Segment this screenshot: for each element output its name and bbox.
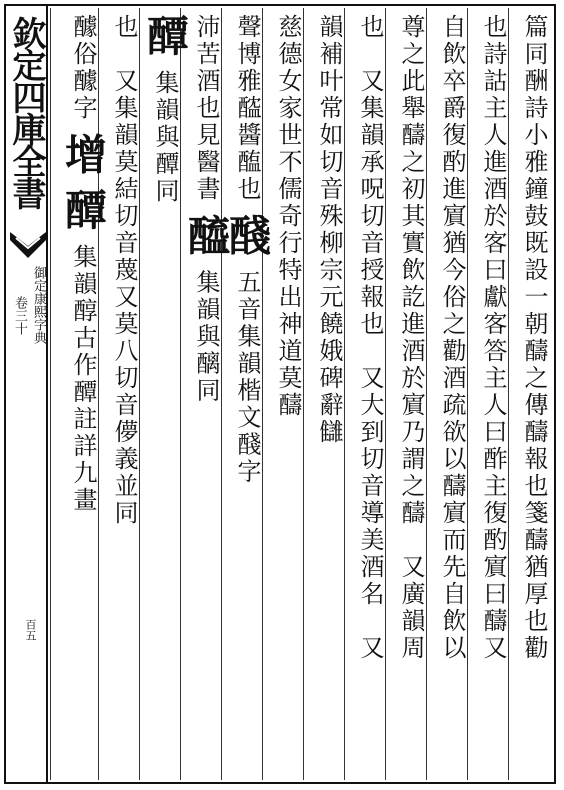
text-column-3: 自飲卒爵復酌進賔猶今俗之勸酒疏欲以醻賔而先自飲以 <box>426 8 467 780</box>
margin-strip <box>4 4 48 784</box>
book-title: 欽定四庫全書 <box>6 16 46 208</box>
text-column-11: 也 又集韻莫結切音蔑又莫八切音儚義並同 <box>98 8 139 780</box>
headword: 醯 <box>182 213 231 259</box>
text-column-5: 也 又集韻承呪切音授報也 又大到切音導美酒名 又 <box>344 8 385 780</box>
text-column-2: 也詩詁主人進酒於客曰獻客答主人曰酢主復酌賔曰醻又 <box>467 8 508 780</box>
fishtail-mark-icon <box>8 232 48 262</box>
page-number: 百五 <box>24 619 37 641</box>
text-column-1: 篇同酬詩小雅鐘鼓既設一朝醻之傳醻報也箋醻猶厚也勸 <box>508 8 549 780</box>
headword: 醰 <box>141 14 190 59</box>
margin-volume: 卷三十 <box>12 296 27 335</box>
text-column-8: 聲博雅醓醬醢也 醆 五音集韻楷文醆字 <box>221 8 262 780</box>
headword: 醆 <box>223 213 272 259</box>
margin-subtitle: 御定康熙字典 <box>31 266 46 344</box>
headword: 增 <box>59 132 108 178</box>
text-column-7: 慈德女家世不儒奇行特出神道莫醻 <box>262 8 303 780</box>
text-column-10: 醰 集韻與醰同 <box>139 8 180 780</box>
text-column-9: 沛苦酒也見醫書 醯 集韻與醨同 <box>180 8 221 780</box>
headword: 醰 <box>59 188 108 234</box>
text-column-4: 尊之此舉醻之初其實飲訖進酒於賔乃謂之醻 又廣韻周 <box>385 8 426 780</box>
text-column-6: 韻補叶常如切音殊柳宗元饒娥碑辭讎 <box>303 8 344 780</box>
text-column-12: 醵俗醵字 增 醰 集韻醇古作醰註詳九畫 <box>50 8 98 780</box>
